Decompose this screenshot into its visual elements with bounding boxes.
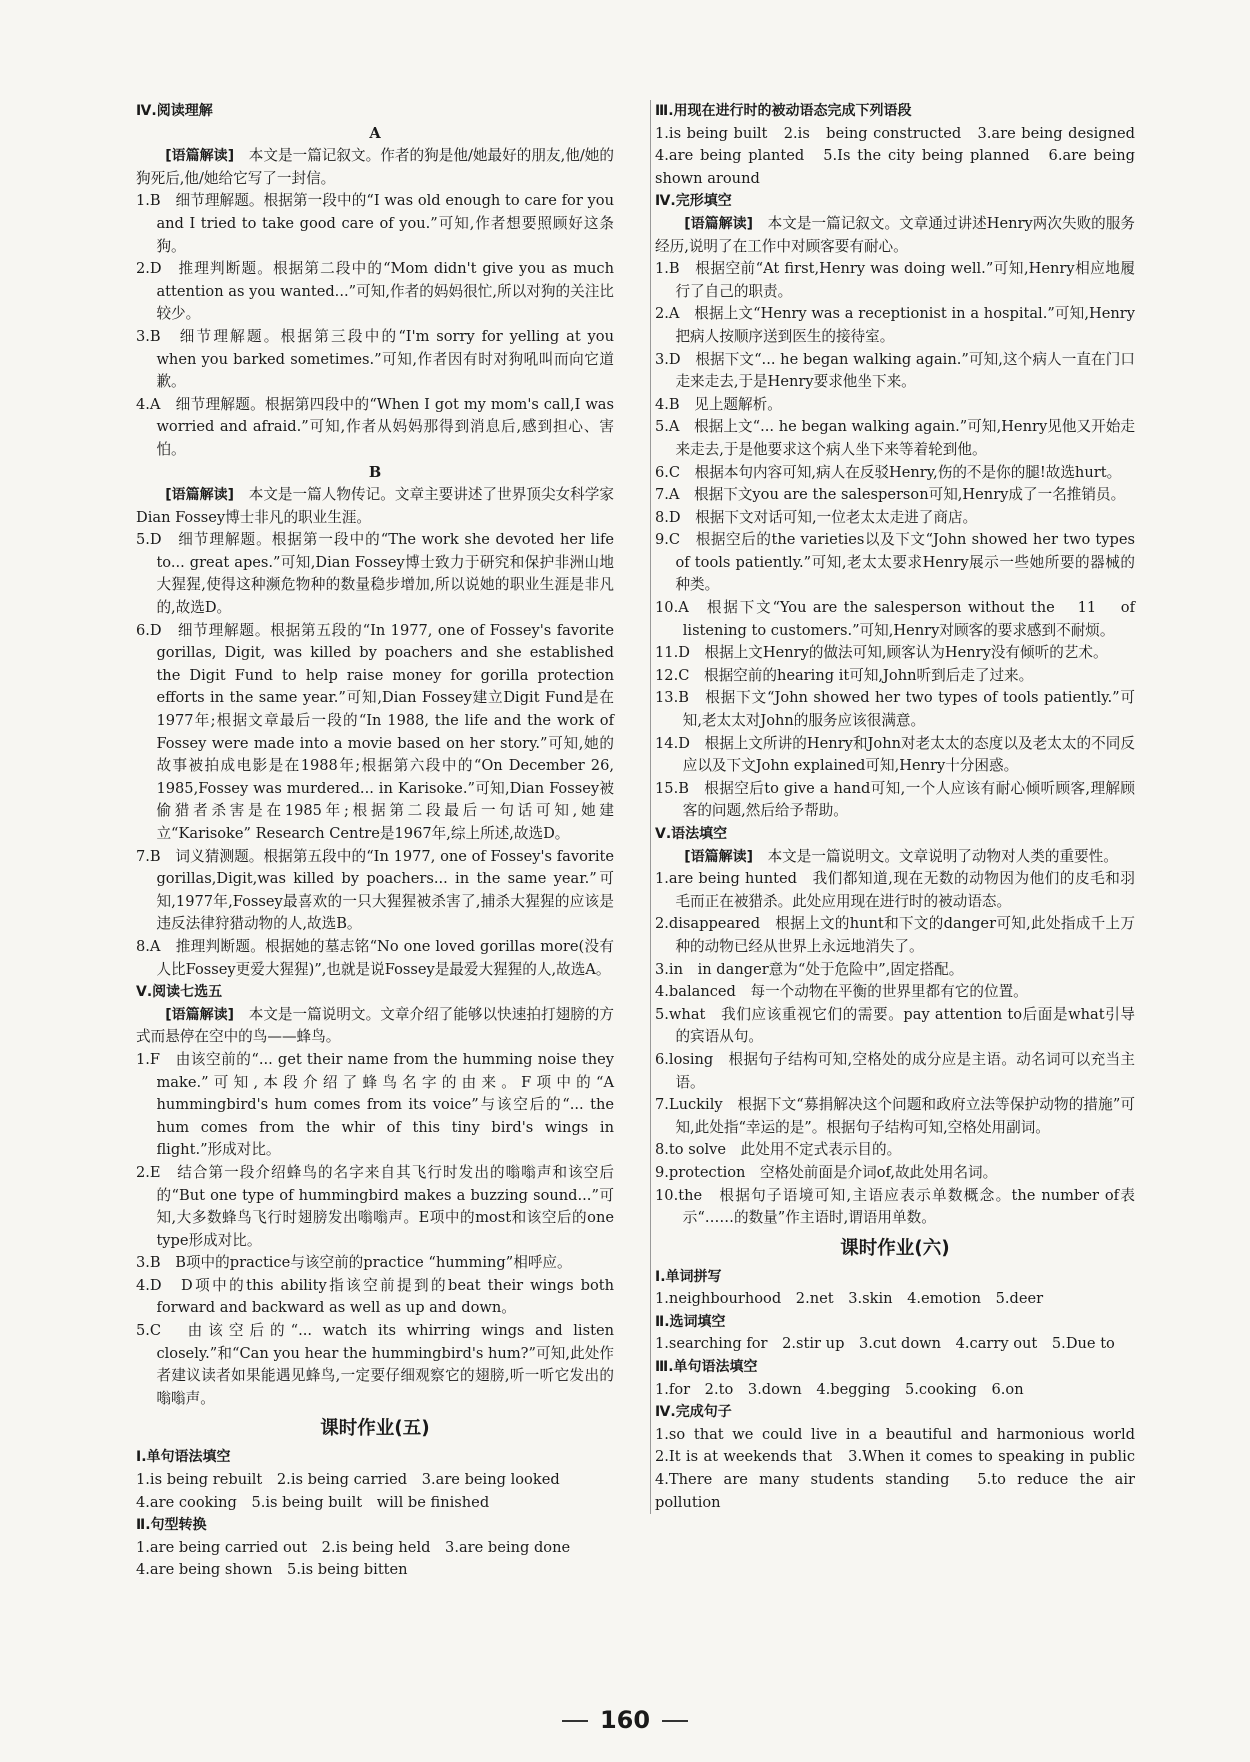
- answer-item: 3.B B项中的practice与该空前的practice “humming”相呼应。: [136, 1254, 572, 1272]
- answer-item: 1.B 细节理解题。根据第一段中的“I was old enough to care for you and I tried to take good care of you.”可知,作者想要照顾好这条狗。: [136, 192, 614, 255]
- answer-line: 1.are being carried out 2.is being held 3.are being done: [136, 1538, 571, 1556]
- answer-item: 9.protection 空格处前面是介词of,故此处用名词。: [655, 1163, 998, 1181]
- section-heading: Ⅰ.单句语法填空: [136, 1449, 231, 1466]
- answer-item: 3.D 根据下文“... he began walking again.”可知,这个病人一直在门口走来走去,于是Henry要求他坐下来。: [655, 350, 1135, 391]
- answer-item: 4.A 细节理解题。根据第四段中的“When I got my mom's call,I was worried and afraid.”可知,作者从妈妈那得到消息后,感到担心、害怕。: [136, 395, 614, 458]
- answer-item: 6.losing 根据句子结构可知,空格处的成分应是主语。动名词可以充当主语。: [655, 1050, 1135, 1091]
- summary-text: 本文是一篇说明文。文章介绍了能够以快速拍打翅膀的方式而悬停在空中的鸟——蜂鸟。: [136, 1005, 614, 1046]
- passage-summary: [655, 213, 1135, 258]
- section-heading: Ⅳ.完成句子: [655, 1404, 732, 1421]
- answer-item: 15.B 根据空后to give a hand可知,一个人应该有耐心倾听顾客,理解顾客的问题,然后给予帮助。: [655, 779, 1135, 820]
- footer-dash-left: [562, 1720, 588, 1722]
- answer-item: 5.what 我们应该重视它们的需要。pay attention to后面是what引导的宾语从句。: [655, 1005, 1135, 1046]
- passage-summary: [136, 145, 614, 190]
- answer-item: 1.B 根据空前“At first,Henry was doing well.”可知,Henry相应地履行了自己的职责。: [655, 260, 1135, 300]
- summary-tag: [语篇解读]: [165, 487, 235, 504]
- answer-item: 10.the 根据句子语境可知,主语应表示单数概念。the number of表示“……的数量”作主语时,谓语用单数。: [655, 1186, 1135, 1227]
- summary-text: 本文是一篇记叙文。作者的狗是他/她最好的朋友,他/她的狗死后,他/她给它写了一封信。: [136, 147, 614, 187]
- passage-label: A: [369, 124, 381, 142]
- answer-item: 3.B 细节理解题。根据第三段中的“I'm sorry for yelling at you when you barked sometimes.”可知,作者因有时对狗吼叫而向它道歉。: [136, 327, 614, 391]
- answer-item: 3.in in danger意为“处于危险中”,固定搭配。: [655, 960, 964, 978]
- section-heading: Ⅲ.单句语法填空: [655, 1359, 758, 1376]
- answer-item: 2.disappeared 根据上文的hunt和下文的danger可知,此处指成千上万种的动物已经从世界上永远地消失了。: [655, 915, 1135, 955]
- answer-line: 4.are cooking 5.is being built will be finished: [136, 1493, 490, 1511]
- answer-item: 6.D 细节理解题。根据第五段的“In 1977, one of Fossey's favorite gorillas, Digit, was killed by poachers and she established the Digit Fund to help raise money for gorilla protection efforts in the same year.”可知,Dian Fossey建立Digit Fund是在1977年;根据文章最后一段的“In 1988, the life and the work of Fossey were made into a movie based on her story.”可知,她的故事被拍成电影是在1988年;根据第六段中的“On December 26, 1985,Fossey was murdered... in Karisoke.”可知,Dian Fossey被偷猎者杀害是在1985年;根据第二段最后一句话可知,她建立“Karisoke” Research Centre是1967年,综上所述,故选D。: [136, 621, 614, 842]
- summary-text: 本文是一篇记叙文。文章通过讲述Henry两次失败的服务经历,说明了在工作中对顾客要有耐心。: [655, 214, 1135, 255]
- answer-item: 4.D D项中的this ability指该空前提到的beat their wings both forward and backward as well as up and down。: [136, 1276, 614, 1317]
- section-heading: Ⅳ.阅读理解: [136, 103, 213, 119]
- section-heading: Ⅰ.单词拼写: [655, 1268, 722, 1285]
- answer-line: 1.is being rebuilt 2.is being carried 3.are being looked: [136, 1471, 560, 1489]
- answer-item: 5.D 细节理解题。根据第一段中的“The work she devoted her life to... great apes.”可知,Dian Fossey博士致力于研究和保护非洲山地大猩猩,使得这种濒危物种的数量稳步增加,所以说她的职业生涯是非凡的,故选D。: [136, 531, 614, 617]
- answer-item: 14.D 根据上文所讲的Henry和John对老太太的态度以及老太太的不同反应以及下文John explained可知,Henry十分困惑。: [655, 734, 1135, 775]
- answer-item: 1.are being hunted 我们都知道,现在无数的动物因为他们的皮毛和羽毛而正在被猎杀。此处应用现在进行时的被动语态。: [655, 870, 1135, 910]
- homework-title: 课时作业(六): [840, 1237, 950, 1259]
- page-number-footer: [0, 1706, 1250, 1734]
- answer-item: 2.E 结合第一段介绍蜂鸟的名字来自其飞行时发出的嗡嗡声和该空后的“But one type of hummingbird makes a buzzing sound...”可知,大多数蜂鸟飞行时翅膀发出嗡嗡声。E项中的most和该空后的one type形成对比。: [136, 1163, 614, 1249]
- answer-item: 11.D 根据上文Henry的做法可知,顾客认为Henry没有倾听的艺术。: [655, 644, 1108, 662]
- answer-line: 1.so that we could live in a beautiful and harmonious world 2.It is at weekends that 3.When it comes to speaking in public 4.There are many students standing 5.to reduce the air pollution: [655, 1425, 1150, 1511]
- section-heading: Ⅱ.选词填空: [655, 1313, 726, 1330]
- answer-line: 4.are being shown 5.is being bitten: [136, 1561, 408, 1579]
- answer-item: 8.A 推理判断题。根据她的墓志铭“No one loved gorillas more(没有人比Fossey更爱大猩猩)”,也就是说Fossey是最爱大猩猩的人,故选A。: [136, 937, 614, 978]
- answer-item: 7.B 词义猜测题。根据第五段中的“In 1977, one of Fossey's favorite gorillas,Digit,was killed by poachers... in the same year.”可知,1977年,Fossey最喜欢的一只大猩猩被杀害了,捕杀大猩猩的应该是违反法律狩猎动物的人,故选B。: [136, 847, 614, 933]
- answer-item: 7.Luckily 根据下文“募捐解决这个问题和政府立法等保护动物的措施”可知,此处指“幸运的是”。根据句子结构可知,空格处用副词。: [655, 1096, 1135, 1136]
- answer-item: 1.F 由该空前的“... get their name from the humming noise they make.”可知,本段介绍了蜂鸟名字的由来。F项中的“A hummingbird's hum comes from its voice”与该空后的“... the hum comes from the whir of this tiny bird's wings in flight.”形成对比。: [136, 1050, 614, 1159]
- answer-item: 5.A 根据上文“... he began walking again.”可知,Henry见他又开始走来走去,于是他要求这个病人坐下来等着轮到他。: [655, 418, 1135, 458]
- answer-line: 1.searching for 2.stir up 3.cut down 4.carry out 5.Due to: [655, 1335, 1115, 1353]
- answer-line: 1.neighbourhood 2.net 3.skin 4.emotion 5.deer: [655, 1290, 1044, 1308]
- homework-title: 课时作业(五): [320, 1418, 430, 1440]
- answer-item: 10.A 根据下文“You are the salesperson without the 11 of listening to customers.”可知,Henry对顾客的要求感到不耐烦。: [655, 599, 1135, 639]
- answer-item: 2.A 根据上文“Henry was a receptionist in a hospital.”可知,Henry把病人按顺序送到医生的接待室。: [655, 305, 1135, 345]
- answer-item: 9.C 根据空后的the varieties以及下文“John showed her two types of tools patiently.”可知,老太太要求Henry展示一些她所要的器械的种类。: [655, 531, 1135, 594]
- summary-tag: [语篇解读]: [165, 148, 235, 165]
- left-column: [136, 100, 614, 1582]
- right-column: [650, 100, 1150, 1514]
- answer-item: 6.C 根据本句内容可知,病人在反驳Henry,伤的不是你的腿!故选hurt。: [655, 463, 1122, 481]
- answer-item: 4.balanced 每一个动物在平衡的世界里都有它的位置。: [655, 983, 1028, 1001]
- answer-item: 7.A 根据下文you are the salesperson可知,Henry成了一名推销员。: [655, 486, 1126, 504]
- section-heading: Ⅴ.阅读七选五: [136, 984, 223, 1001]
- passage-summary: [136, 1004, 614, 1049]
- section-heading: Ⅳ.完形填空: [655, 193, 732, 210]
- passage-label: B: [368, 463, 382, 481]
- answer-item: 5.C 由该空后的“... watch its whirring wings and listen closely.”和“Can you hear the hummingbird's hum?”可知,此处作者建议读者如果能遇见蜂鸟,一定要仔细观察它的翅膀,听一听它发出的嗡嗡声。: [136, 1322, 614, 1407]
- answer-line: 1.is being built 2.is being constructed 3.are being designed 4.are being planted 5.Is the city being planned 6.are being shown around: [655, 124, 1150, 187]
- section-heading: Ⅲ.用现在进行时的被动语态完成下列语段: [655, 103, 912, 119]
- answer-item: 8.D 根据下文对话可知,一位老太太走进了商店。: [655, 508, 978, 526]
- summary-tag: [语篇解读]: [684, 215, 754, 232]
- summary-text: 本文是一篇人物传记。文章主要讲述了世界顶尖女科学家Dian Fossey博士非凡的职业生涯。: [136, 486, 614, 526]
- answer-item: 2.D 推理判断题。根据第二段中的“Mom didn't give you as much attention as you wanted...”可知,作者的妈妈很忙,所以对狗的关注比较少。: [136, 260, 614, 323]
- passage-summary: [655, 846, 1135, 869]
- summary-tag: [语篇解读]: [165, 1006, 235, 1023]
- answer-item: 8.to solve 此处用不定式表示目的。: [655, 1141, 902, 1159]
- page-number: 160: [599, 1706, 651, 1734]
- answer-item: 13.B 根据下文“John showed her two types of tools patiently.”可知,老太太对John的服务应该很满意。: [655, 689, 1135, 730]
- passage-summary: [136, 484, 614, 529]
- answer-line: 1.for 2.to 3.down 4.begging 5.cooking 6.on: [655, 1380, 1024, 1398]
- answer-item: 4.B 见上题解析。: [655, 395, 782, 413]
- summary-tag: [语篇解读]: [684, 848, 753, 865]
- summary-text: 本文是一篇说明文。文章说明了动物对人类的重要性。: [752, 847, 1118, 865]
- section-heading: Ⅴ.语法填空: [655, 826, 728, 842]
- footer-dash-right: [662, 1720, 688, 1722]
- section-heading: Ⅱ.句型转换: [136, 1517, 207, 1534]
- answer-item: 12.C 根据空前的hearing it可知,John听到后走了过来。: [655, 666, 1034, 684]
